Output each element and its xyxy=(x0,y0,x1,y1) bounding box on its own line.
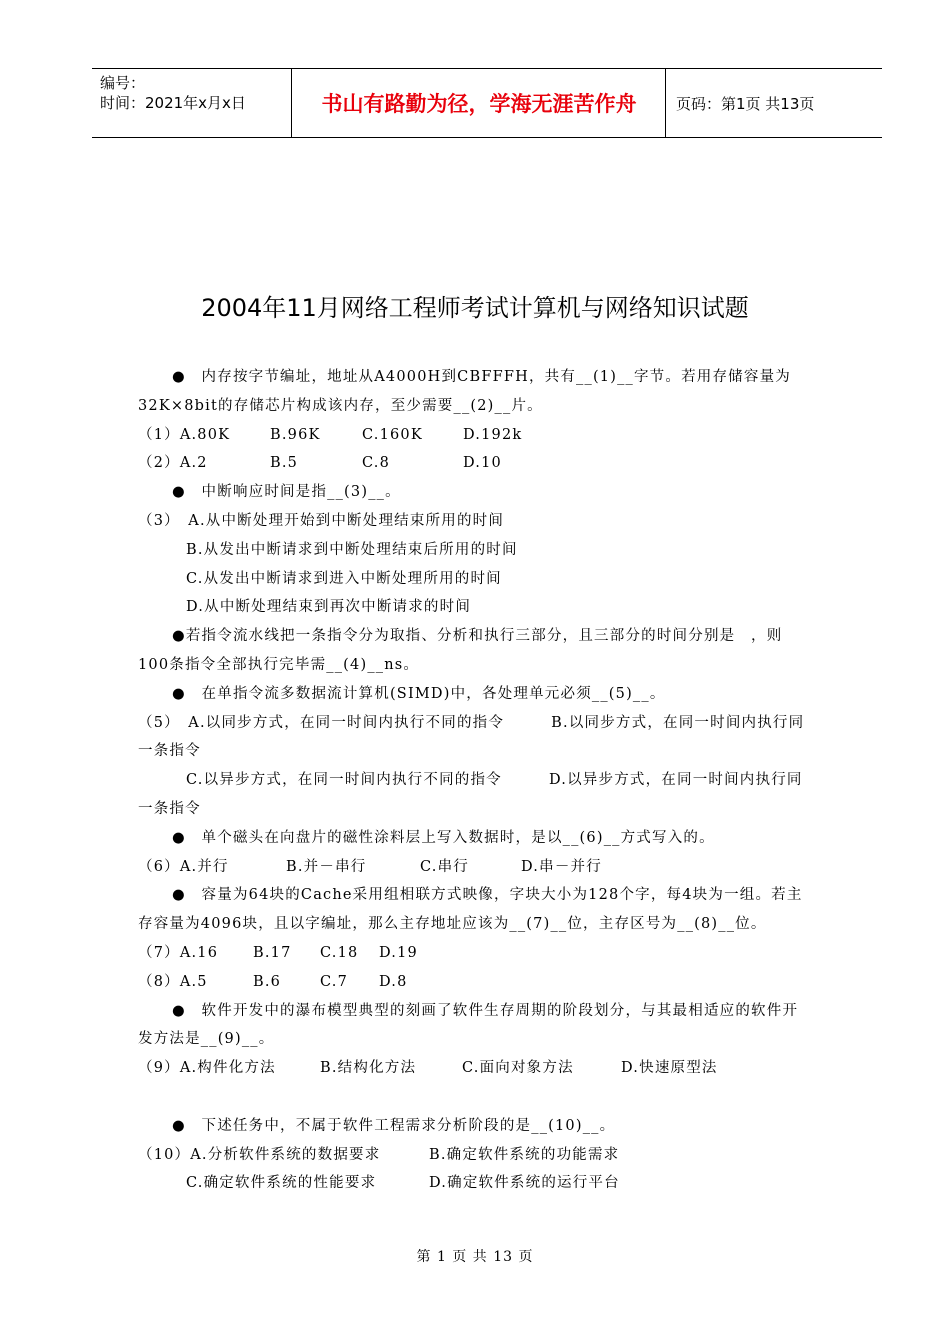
question-7-line-2: 存容量为4096块，且以字编址，那么主存地址应该为__(7)__位，主存区号为__(8)__位。 xyxy=(138,916,767,933)
option: D.快速原型法 xyxy=(621,1060,718,1077)
option: D.10 xyxy=(463,455,502,472)
option: （2）A.2 xyxy=(138,455,208,472)
page-footer: 第 1 页 共 13 页 xyxy=(416,1249,534,1265)
option: D.串－并行 xyxy=(521,858,602,875)
option-3b: B.从发出中断请求到中断处理结束后所用的时间 xyxy=(186,541,518,558)
option: （7）A.16 xyxy=(138,944,219,961)
number-label: 编号： xyxy=(100,74,146,92)
document-title: 2004年11月网络工程师考试计算机与网络知识试题 xyxy=(201,294,749,322)
option: C.8 xyxy=(362,455,391,472)
option: B.确定软件系统的功能需求 xyxy=(429,1146,620,1163)
option: C.串行 xyxy=(420,858,469,875)
question-5: ● 在单指令流多数据流计算机(SIMD)中，各处理单元必须__(5)__。 xyxy=(172,685,666,702)
option: C.确定软件系统的性能要求 xyxy=(186,1175,377,1192)
option-5c-cont: 一条指令 xyxy=(138,800,201,817)
question-1-line-2: 32K×8bit的存储芯片构成该内存，至少需要__(2)__片。 xyxy=(138,397,543,414)
option-3c: C.从发出中断请求到进入中断处理所用的时间 xyxy=(186,570,502,587)
option-5a-cont: 一条指令 xyxy=(138,743,201,760)
time-label: 时间：2021年x月x日 xyxy=(100,94,246,112)
option: D.19 xyxy=(379,944,418,961)
options-10-row-1 xyxy=(138,1141,838,1170)
option-5a: （5） A.以同步方式，在同一时间内执行不同的指令 B.以同步方式，在同一时间内执行同 xyxy=(138,714,805,731)
option-3d: D.从中断处理结束到再次中断请求的时间 xyxy=(186,599,472,616)
options-9 xyxy=(138,1054,838,1083)
question-3: ● 中断响应时间是指__(3)__。 xyxy=(172,484,401,501)
options-7 xyxy=(138,939,838,968)
question-9-line-1: ● 软件开发中的瀑布模型典型的刻画了软件生存周期的阶段划分，与其最相适应的软件开 xyxy=(172,1002,799,1019)
option: C.面向对象方法 xyxy=(462,1060,574,1077)
header-meta xyxy=(92,69,292,137)
question-10: ● 下述任务中，不属于软件工程需求分析阶段的是__(10)__。 xyxy=(172,1117,616,1134)
question-4-line-2: 100条指令全部执行完毕需__(4)__ns。 xyxy=(138,656,420,673)
option: B.结构化方法 xyxy=(320,1060,417,1077)
option: D.8 xyxy=(379,973,408,990)
option: （9）A.构件化方法 xyxy=(138,1060,276,1077)
header-motto: 书山有路勤为径，学海无涯苦作舟 xyxy=(293,69,666,137)
question-1-line-1: ● 内存按字节编址，地址从A4000H到CBFFFH，共有__(1)__字节。若用存储容量为 xyxy=(172,369,791,385)
option: C.160K xyxy=(362,426,423,443)
options-1 xyxy=(138,421,838,450)
option: B.5 xyxy=(270,455,299,472)
options-10-row-2 xyxy=(138,1169,838,1198)
option-5c: C.以异步方式，在同一时间内执行不同的指令 D.以异步方式，在同一时间内执行同 xyxy=(186,772,803,789)
header-page-info: 页码：第1页 共13页 xyxy=(676,94,815,113)
option: （8）A.5 xyxy=(138,973,208,990)
options-8 xyxy=(138,968,838,997)
option: B.17 xyxy=(253,944,292,961)
options-2 xyxy=(138,449,838,478)
option: C.18 xyxy=(320,944,359,961)
option: B.6 xyxy=(253,973,282,990)
option: D.确定软件系统的运行平台 xyxy=(429,1175,620,1192)
question-7-line-1: ● 容量为64块的Cache采用组相联方式映像，字块大小为128个字，每4块为一组。若主 xyxy=(172,887,803,904)
question-4-line-1: ●若指令流水线把一条指令分为取指、分析和执行三部分，且三部分的时间分别是 ，则 xyxy=(172,628,783,645)
option: B.并－串行 xyxy=(286,858,367,875)
page-header xyxy=(92,68,882,138)
option: B.96K xyxy=(270,426,321,443)
option: （10）A.分析软件系统的数据要求 xyxy=(138,1146,381,1163)
option-3a: （3） A.从中断处理开始到中断处理结束所用的时间 xyxy=(138,512,505,529)
spacer xyxy=(138,1083,838,1112)
question-body xyxy=(138,363,838,1198)
question-9-line-2: 发方法是__(9)__。 xyxy=(138,1031,275,1048)
option: C.7 xyxy=(320,973,349,990)
options-6 xyxy=(138,853,838,882)
option: D.192k xyxy=(463,426,523,443)
option: （6）A.并行 xyxy=(138,858,229,875)
option: （1）A.80K xyxy=(138,426,231,443)
question-6: ● 单个磁头在向盘片的磁性涂料层上写入数据时，是以__(6)__方式写入的。 xyxy=(172,829,715,846)
